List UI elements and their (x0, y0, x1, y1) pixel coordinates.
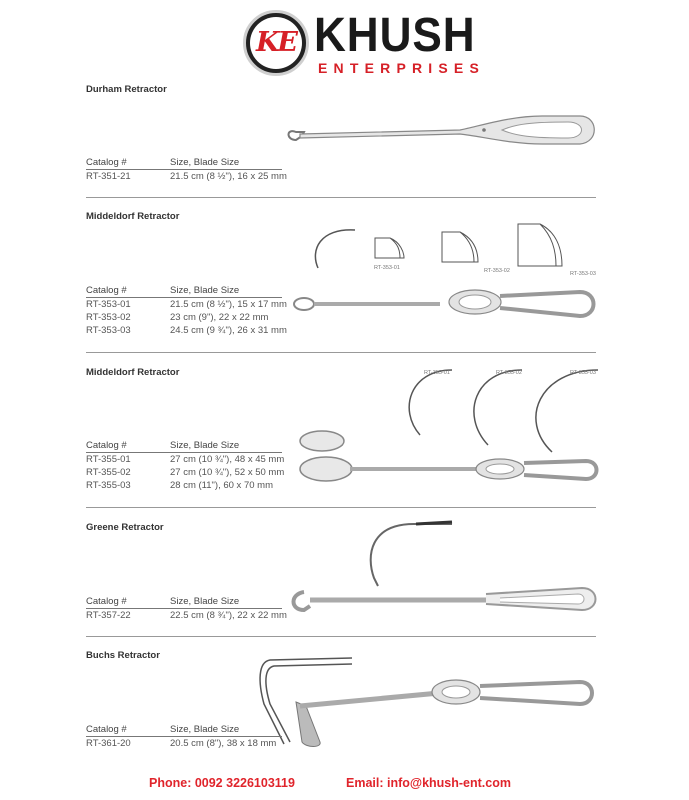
greene-retractor-image (286, 516, 600, 616)
size-value: 27 cm (10 ¾"), 48 x 45 mm (170, 454, 285, 465)
catalog-header: Catalog # (86, 596, 127, 607)
middeldorf-353-blade-diagrams (300, 220, 600, 280)
diagram-label: RT-355-02 (496, 370, 522, 376)
catalog-number: RT-357-22 (86, 610, 131, 621)
size-header: Size, Blade Size (170, 596, 240, 607)
size-value: 28 cm (11"), 60 x 70 mm (170, 480, 273, 491)
catalog-number: RT-355-03 (86, 480, 131, 491)
footer-phone[interactable]: Phone: 0092 3226103119 (149, 776, 295, 790)
catalog-header: Catalog # (86, 157, 127, 168)
brand-subtitle: ENTERPRISES (318, 60, 485, 76)
footer-email[interactable]: Email: info@khush-ent.com (346, 776, 511, 790)
section-divider (86, 352, 596, 353)
size-header: Size, Blade Size (170, 440, 240, 451)
middeldorf-353-retractor-image (290, 286, 600, 336)
catalog-number: RT-351-21 (86, 171, 131, 182)
table-rule (86, 297, 282, 298)
table-rule (86, 169, 282, 170)
size-header: Size, Blade Size (170, 285, 240, 296)
catalog-number: RT-355-02 (86, 467, 131, 478)
diagram-label: RT-355-03 (570, 370, 596, 376)
section-divider (86, 507, 596, 508)
diagram-label: RT-353-01 (374, 265, 400, 271)
durham-retractor-image (280, 110, 600, 160)
catalog-header: Catalog # (86, 724, 127, 735)
section-title-durham: Durham Retractor (86, 84, 167, 95)
size-value: 20.5 cm (8"), 38 x 18 mm (170, 738, 277, 749)
diagram-label: RT-355-01 (424, 370, 450, 376)
brand-name: KHUSH (314, 9, 476, 62)
size-value: 27 cm (10 ¾"), 52 x 50 mm (170, 467, 285, 478)
size-value: 22.5 cm (8 ¾"), 22 x 22 mm (170, 610, 287, 621)
middeldorf-355-retractor-image (296, 425, 600, 490)
size-value: 24.5 cm (9 ¾"), 26 x 31 mm (170, 325, 287, 336)
size-value: 23 cm (9"), 22 x 22 mm (170, 312, 269, 323)
section-divider (86, 636, 596, 637)
catalog-number: RT-353-02 (86, 312, 131, 323)
table-rule (86, 736, 282, 737)
catalog-number: RT-353-01 (86, 299, 131, 310)
size-value: 21.5 cm (8 ½"), 16 x 25 mm (170, 171, 287, 182)
section-title-buchs: Buchs Retractor (86, 650, 160, 661)
catalog-number: RT-361-20 (86, 738, 131, 749)
size-header: Size, Blade Size (170, 724, 240, 735)
catalog-number: RT-355-01 (86, 454, 131, 465)
table-rule (86, 452, 282, 453)
table-rule (86, 608, 282, 609)
diagram-label: RT-353-03 (570, 271, 596, 277)
size-value: 21.5 cm (8 ½"), 15 x 17 mm (170, 299, 287, 310)
section-title-middeldorf-353: Middeldorf Retractor (86, 211, 180, 222)
catalog-header: Catalog # (86, 440, 127, 451)
section-title-middeldorf-355: Middeldorf Retractor (86, 367, 180, 378)
section-divider (86, 197, 596, 198)
size-header: Size, Blade Size (170, 157, 240, 168)
catalog-header: Catalog # (86, 285, 127, 296)
logo-monogram: KE (255, 27, 297, 58)
catalog-number: RT-353-03 (86, 325, 131, 336)
diagram-label: RT-353-02 (484, 268, 510, 274)
section-title-greene: Greene Retractor (86, 522, 164, 533)
buchs-retractor-image (250, 652, 600, 752)
